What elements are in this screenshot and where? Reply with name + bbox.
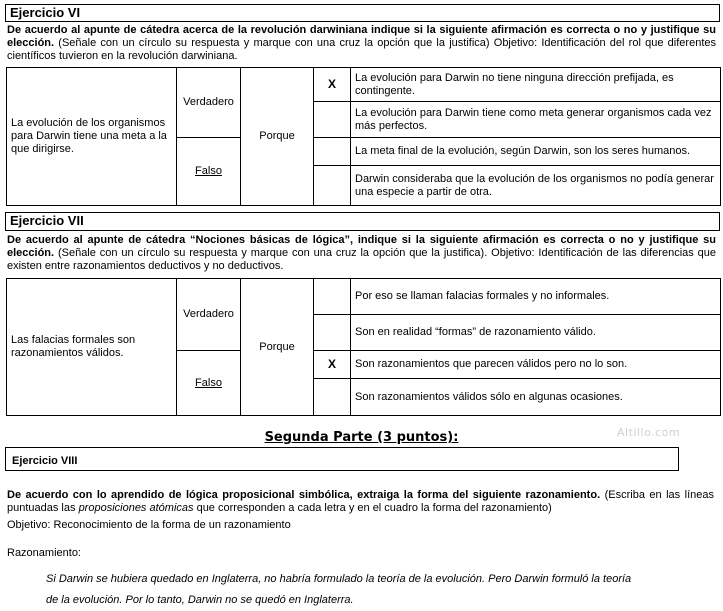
ex8-instructions bbox=[7, 489, 714, 515]
ex6-option-1-mark[interactable]: X bbox=[314, 68, 351, 102]
ex8-razonamiento-line-1: Si Darwin se hubiera quedado en Inglaterra, no habría formulado la teoría de la evolución. Pero Darwin formuló la teoría bbox=[46, 573, 632, 585]
ex7-instructions-normal: (Señale con un círculo su respuesta y marque con una cruz la opción que la justifica). Objetivo: Identificación de las diferencias que existen entre razonamientos deductivos y no deductivos. bbox=[7, 247, 716, 272]
ex6-false-option[interactable]: Falso bbox=[177, 138, 241, 206]
ex6-option-4-text: Darwin consideraba que la evolución de los organismos no podía generar una especie a partir de otra. bbox=[351, 166, 721, 206]
ex6-option-2-mark[interactable] bbox=[314, 102, 351, 138]
ex6-instructions-normal: (Señale con un círculo su respuesta y marque con una cruz la opción que la justifica) Objetivo: Identificación del rol que diferentes científicos tuvieron en la revolución darwiniana. bbox=[7, 37, 716, 62]
ex7-title: Ejercicio VII bbox=[5, 212, 720, 231]
ex7-option-2-text: Son en realidad “formas” de razonamiento válido. bbox=[351, 315, 721, 351]
ex7-porque: Porque bbox=[241, 279, 314, 416]
ex6-title: Ejercicio VI bbox=[5, 4, 720, 22]
ex6-porque: Porque bbox=[241, 68, 314, 206]
ex6-option-1-text: La evolución para Darwin no tiene ninguna dirección prefijada, es contingente. bbox=[351, 68, 721, 102]
ex7-instructions bbox=[7, 234, 716, 273]
ex6-table bbox=[6, 67, 721, 206]
ex8-instructions-normal-2: que corresponden a cada letra y en el cuadro la forma del razonamiento) bbox=[193, 502, 552, 514]
ex6-instructions bbox=[7, 24, 716, 63]
ex6-option-3-text: La meta final de la evolución, según Darwin, son los seres humanos. bbox=[351, 138, 721, 166]
ex7-true-option[interactable]: Verdadero bbox=[177, 279, 241, 351]
ex7-option-3-mark[interactable]: X bbox=[314, 351, 351, 379]
ex6-true-option[interactable]: Verdadero bbox=[177, 68, 241, 138]
ex8-title: Ejercicio VIII bbox=[5, 447, 679, 471]
ex7-instructions-bold: De acuerdo al apunte de cátedra “Nociones básicas de lógica”, indique si la siguiente afirmación es correcta o no y justifique su elección. bbox=[7, 234, 716, 259]
ex8-objetivo: Objetivo: Reconocimiento de la forma de un razonamiento bbox=[7, 519, 291, 531]
ex8-instructions-bold: De acuerdo con lo aprendido de lógica proposicional simbólica, extraiga la forma del siguiente razonamiento. bbox=[7, 489, 601, 501]
segunda-parte-heading: Segunda Parte (3 puntos): bbox=[264, 430, 459, 445]
ex7-false-option[interactable]: Falso bbox=[177, 351, 241, 416]
ex6-option-4-mark[interactable] bbox=[314, 166, 351, 206]
ex6-instructions-bold: De acuerdo al apunte de cátedra acerca de la revolución darwiniana indique si la siguiente afirmación es correcta o no y justifique su elección. bbox=[7, 24, 716, 49]
ex7-option-2-mark[interactable] bbox=[314, 315, 351, 351]
ex7-option-4-mark[interactable] bbox=[314, 379, 351, 416]
ex8-instructions-italic: proposiciones atómicas bbox=[78, 502, 194, 514]
ex8-razonamiento-line-2: de la evolución. Por lo tanto, Darwin no se quedó en Inglaterra. bbox=[46, 594, 354, 606]
ex7-option-1-mark[interactable] bbox=[314, 279, 351, 315]
ex7-option-1-text: Por eso se llaman falacias formales y no informales. bbox=[351, 279, 721, 315]
ex8-instructions-normal-1: (Escriba en las líneas puntuadas las bbox=[7, 489, 714, 514]
watermark-text: Altillo.com bbox=[617, 426, 681, 439]
ex7-statement: Las falacias formales son razonamientos válidos. bbox=[7, 279, 177, 416]
ex7-option-3-text: Son razonamientos que parecen válidos pero no lo son. bbox=[351, 351, 721, 379]
ex6-option-2-text: La evolución para Darwin tiene como meta generar organismos cada vez más perfectos. bbox=[351, 102, 721, 138]
ex6-option-3-mark[interactable] bbox=[314, 138, 351, 166]
ex7-option-4-text: Son razonamientos válidos sólo en algunas ocasiones. bbox=[351, 379, 721, 416]
ex6-statement: La evolución de los organismos para Darwin tiene una meta a la que dirigirse. bbox=[7, 68, 177, 206]
ex8-razonamiento-label: Razonamiento: bbox=[7, 547, 81, 559]
ex7-table bbox=[6, 278, 721, 416]
